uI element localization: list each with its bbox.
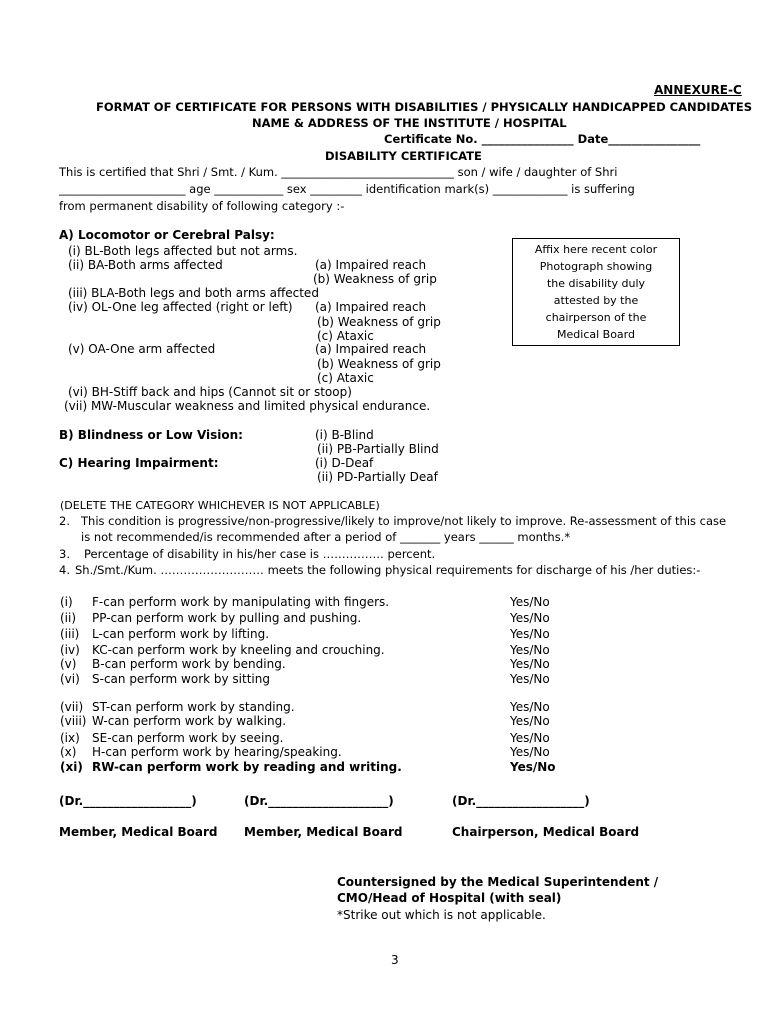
form-title: FORMAT OF CERTIFICATE FOR PERSONS WITH DISABILITIES / PHYSICALLY HANDICAPPED CANDIDATES: [96, 100, 753, 114]
item-a-iv-sub-a: (a) Impaired reach: [315, 300, 427, 314]
item-c-i: (i) D-Deaf: [315, 456, 374, 470]
section-b-heading: B) Blindness or Low Vision:: [59, 428, 243, 442]
requirement-text: B-can perform work by bending.: [92, 657, 286, 671]
item-a-v-sub-c: (c) Ataxic: [317, 371, 374, 385]
intro-line-3: from permanent disability of following category :-: [59, 199, 345, 213]
photo-box-line: the disability duly: [546, 277, 646, 290]
item-a-vi: (vi) BH-Stiff back and hips (Cannot sit or stoop): [68, 385, 352, 399]
point-2-number: 2.: [59, 514, 70, 528]
requirement-number: (ii): [60, 611, 77, 625]
requirement-answer: Yes/No: [510, 611, 550, 625]
signature-line-member-1: (Dr.__________________): [59, 794, 197, 808]
requirement-number: (ix): [60, 731, 80, 745]
requirement-answer: Yes/No: [510, 672, 550, 686]
item-a-v: (v) OA-One arm affected: [68, 342, 216, 356]
requirement-text: L-can perform work by lifting.: [92, 627, 270, 641]
item-a-ii-sub-a: (a) Impaired reach: [315, 258, 427, 272]
requirement-answer: Yes/No: [510, 595, 550, 609]
signature-role-member-2: Member, Medical Board: [244, 825, 403, 839]
intro-line-2: ______________________ age ____________ sex _________ identification mark(s) _____________ is suffering: [59, 182, 635, 196]
document-title: DISABILITY CERTIFICATE: [325, 149, 482, 163]
requirement-answer: Yes/No: [510, 745, 550, 759]
requirement-answer: Yes/No: [510, 700, 550, 714]
point-4-number: 4.: [59, 563, 70, 577]
photo-placeholder-box: [512, 238, 680, 346]
requirement-number: (x): [60, 745, 77, 759]
requirement-number: (iv): [60, 643, 80, 657]
requirement-number: (xi): [60, 760, 83, 774]
item-a-i: (i) BL-Both legs affected but not arms.: [68, 244, 298, 258]
item-a-vii: (vii) MW-Muscular weakness and limited physical endurance.: [64, 399, 431, 413]
requirement-text: SE-can perform work by seeing.: [92, 731, 284, 745]
item-a-iii: (iii) BLA-Both legs and both arms affected: [68, 286, 319, 300]
item-a-v-sub-b: (b) Weakness of grip: [317, 357, 441, 371]
section-a-heading: A) Locomotor or Cerebral Palsy:: [59, 228, 275, 242]
point-2-line-2: is not recommended/is recommended after a period of _______ years ______ months.*: [81, 530, 571, 544]
photo-box-line: chairperson of the: [545, 311, 647, 324]
requirement-answer: Yes/No: [510, 731, 550, 745]
point-4-text: Sh./Smt./Kum. ……………………… meets the following physical requirements for discharge of his /her duties:-: [75, 563, 701, 577]
point-3-text: Percentage of disability in his/her case is ……………. percent.: [84, 547, 436, 561]
requirement-answer: Yes/No: [510, 714, 550, 728]
signature-role-member-1: Member, Medical Board: [59, 825, 218, 839]
requirement-answer: Yes/No: [510, 657, 550, 671]
photo-box-line: Photograph showing: [539, 260, 653, 273]
signature-role-chairperson: Chairperson, Medical Board: [452, 825, 640, 839]
requirement-number: (viii): [60, 714, 87, 728]
requirement-text: F-can perform work by manipulating with fingers.: [92, 595, 390, 609]
item-a-v-sub-a: (a) Impaired reach: [315, 342, 427, 356]
item-b-ii: (ii) PB-Partially Blind: [317, 442, 439, 456]
requirement-answer: Yes/No: [510, 627, 550, 641]
requirement-number: (vi): [60, 672, 80, 686]
requirement-number: (v): [60, 657, 77, 671]
item-a-ii-sub-b: (b) Weakness of grip: [313, 272, 437, 286]
photo-box-line: attested by the: [553, 294, 639, 307]
photo-box-line: Medical Board: [557, 328, 635, 341]
requirement-text: H-can perform work by hearing/speaking.: [92, 745, 342, 759]
countersign-line-2: CMO/Head of Hospital (with seal): [337, 891, 562, 905]
requirement-text: RW-can perform work by reading and writing.: [92, 760, 402, 774]
point-2-line-1: This condition is progressive/non-progressive/likely to improve/not likely to improve. Re-assessment of this case: [81, 514, 727, 528]
requirement-number: (iii): [60, 627, 80, 641]
photo-box-line: Affix here recent color: [534, 243, 658, 256]
signature-line-member-2: (Dr.____________________): [244, 794, 394, 808]
institute-title: NAME & ADDRESS OF THE INSTITUTE / HOSPITAL: [252, 116, 567, 130]
item-a-iv-sub-c: (c) Ataxic: [317, 329, 374, 343]
page-number: 3: [391, 953, 399, 967]
requirement-answer: Yes/No: [510, 760, 556, 774]
item-a-iv-sub-b: (b) Weakness of grip: [317, 315, 441, 329]
item-c-ii: (ii) PD-Partially Deaf: [317, 470, 438, 484]
annexure-label: ANNEXURE-C: [654, 83, 742, 97]
intro-line-1: This is certified that Shri / Smt. / Kum. ______________________________ son / wife / daughter of Shri: [59, 165, 618, 179]
point-3-number: 3.: [59, 547, 70, 561]
requirement-text: PP-can perform work by pulling and pushing.: [92, 611, 362, 625]
requirement-text: W-can perform work by walking.: [92, 714, 287, 728]
item-a-ii: (ii) BA-Both arms affected: [68, 258, 223, 272]
item-a-iv: (iv) OL-One leg affected (right or left): [68, 300, 293, 314]
countersign-line-1: Countersigned by the Medical Superintendent /: [337, 875, 659, 889]
signature-line-chairperson: (Dr.__________________): [452, 794, 590, 808]
delete-category-note: (DELETE THE CATEGORY WHICHEVER IS NOT APPLICABLE): [60, 499, 380, 512]
item-b-i: (i) B-Blind: [315, 428, 374, 442]
requirement-text: ST-can perform work by standing.: [92, 700, 295, 714]
section-c-heading: C) Hearing Impairment:: [59, 456, 219, 470]
requirement-answer: Yes/No: [510, 643, 550, 657]
certificate-number-date: Certificate No. ________________ Date________________: [384, 132, 701, 146]
requirement-text: S-can perform work by sitting: [92, 672, 270, 686]
requirement-text: KC-can perform work by kneeling and crouching.: [92, 643, 385, 657]
strike-out-note: *Strike out which is not applicable.: [337, 908, 546, 922]
requirement-number: (vii): [60, 700, 84, 714]
requirement-number: (i): [60, 595, 73, 609]
